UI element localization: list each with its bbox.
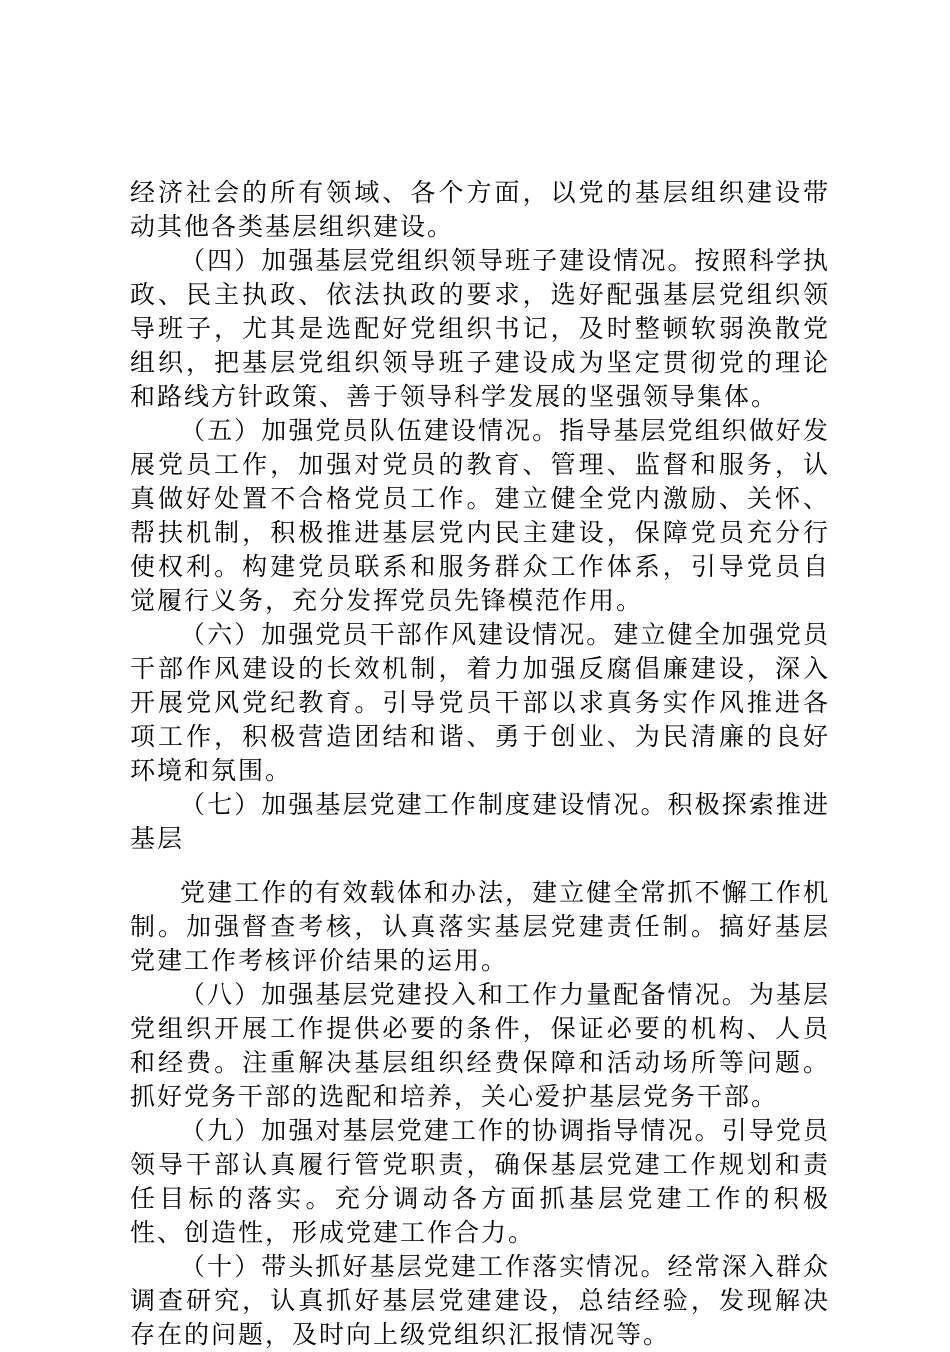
paragraph-section-10: （十）带头抓好基层党建工作落实情况。经常深入群众调查研究，认真抓好基层党建建设，总结经验，发现解决存在的问题，及时向上级党组织汇报情况等。 xyxy=(130,1252,830,1349)
paragraph-section-7-cont: 党建工作的有效载体和办法，建立健全常抓不懈工作机制。加强督查考核，认真落实基层党建责任制。搞好基层党建工作考核评价结果的运用。 xyxy=(130,878,830,975)
paragraph-section-5: （五）加强党员队伍建设情况。指导基层党组织做好发展党员工作，加强对党员的教育、管理、监督和服务，认真做好处置不合格党员工作。建立健全党内激励、关怀、帮扶机制，积极推进基层党内民主建设，保障党员充分行使权利。构建党员联系和服务群众工作体系，引导党员自觉履行义务，充分发挥党员先锋模范作用。 xyxy=(130,416,830,615)
paragraph-section-4: （四）加强基层党组织领导班子建设情况。按照科学执政、民主执政、依法执政的要求，选好配强基层党组织领导班子，尤其是选配好党组织书记，及时整顿软弱涣散党组织，把基层党组织领导班子建设成为坚定贯彻党的理论和路线方针政策、善于领导科学发展的坚强领导集体。 xyxy=(130,246,830,411)
paragraph-section-7-start: （七）加强基层党建工作制度建设情况。积极探索推进基层 xyxy=(130,790,830,853)
paragraph-section-6: （六）加强党员干部作风建设情况。建立健全加强党员干部作风建设的长效机制，着力加强反腐倡廉建设，深入开展党风党纪教育。引导党员干部以求真务实作风推进各项工作，积极营造团结和谐、勇于创业、为民清廉的良好环境和氛围。 xyxy=(130,620,830,785)
paragraph-section-8: （八）加强基层党建投入和工作力量配备情况。为基层党组织开展工作提供必要的条件，保证必要的机构、人员和经费。注重解决基层组织经费保障和活动场所等问题。抓好党务干部的选配和培养，关心爱护基层党务干部。 xyxy=(130,980,830,1111)
paragraph-continued: 经济社会的所有领域、各个方面，以党的基层组织建设带动其他各类基层组织建设。 xyxy=(130,178,830,241)
document-body xyxy=(130,176,830,1352)
paragraph-section-9: （九）加强对基层党建工作的协调指导情况。引导党员领导干部认真履行管党职责，确保基层党建工作规划和责任目标的落实。充分调动各方面抓基层党建工作的积极性、创造性，形成党建工作合力。 xyxy=(130,1116,830,1247)
